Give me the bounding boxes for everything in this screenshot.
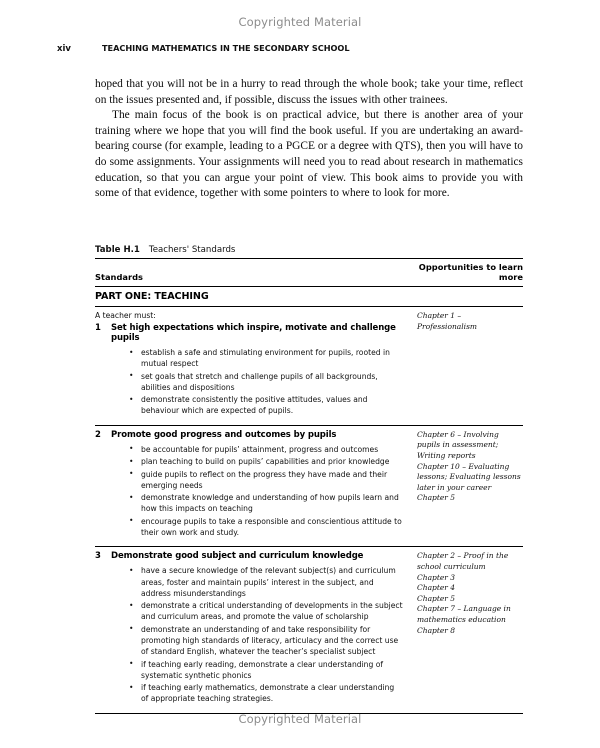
column-header-opportunities: Opportunities to learn more [418, 262, 523, 282]
standard-heading-3 [95, 551, 403, 561]
list-item: • encourage pupils to take a responsible and conscientious attitude to their own work and study. [129, 516, 403, 538]
standard-bullets-1 [95, 347, 403, 417]
list-item: • guide pupils to reflect on the progress they have made and their emerging needs [129, 469, 403, 491]
part-one-heading: PART ONE: TEACHING [95, 291, 209, 302]
chapter-reference: Chapter 10 – Evaluating lessons; Evaluating lessons later in your career [417, 461, 521, 492]
standard-bullets-2 [95, 444, 403, 538]
copyright-watermark-top: Copyrighted Material [238, 15, 362, 29]
list-item: • establish a safe and stimulating environment for pupils, rooted in mutual respect [129, 347, 403, 369]
body-paragraph-1: hoped that you will not be in a hurry to read through the whole book; take your time, reflect on the issues presented and, if possible, discuss the issues with other trainees. [95, 78, 523, 106]
list-item: • demonstrate knowledge and understanding of how pupils learn and how this impacts on teaching [129, 492, 403, 514]
table-part-heading-cell [95, 287, 523, 307]
running-head [57, 43, 527, 54]
standard-bullets-3 [95, 565, 403, 704]
chapter-reference: Chapter 6 – Involving pupils in assessment; Writing reports [417, 429, 499, 460]
chapter-reference: Chapter 4 [417, 583, 456, 593]
list-item: • have a secure knowledge of the relevant subject(s) and curriculum areas, foster and maintain pupils’ interest in the subject, and address misunderstandings [129, 565, 403, 599]
table-part-heading-row [95, 287, 523, 307]
table-row [95, 425, 523, 547]
table-header-cell-standards [95, 259, 415, 287]
standards-table-block [95, 245, 523, 714]
table-row [95, 307, 523, 426]
list-item: • demonstrate a critical understanding of developments in the subject and curriculum areas, and promote the value of scholarship [129, 600, 403, 622]
table-caption [95, 245, 523, 255]
column-header-standards: Standards [95, 272, 143, 282]
list-item: • be accountable for pupils’ attainment, progress and outcomes [129, 444, 403, 455]
standard-number-2: 2 [95, 429, 101, 440]
list-item: • demonstrate consistently the positive attitudes, values and behaviour which are expected of pupils. [129, 394, 403, 416]
list-item: • if teaching early mathematics, demonstrate a clear understanding of appropriate teaching strategies. [129, 682, 403, 704]
chapter-reference: Chapter 5 [417, 593, 456, 603]
body-paragraph-2: The main focus of the book is on practical advice, but there is another area of your training where we hope that you will find the book useful. If you are undertaking an award-bearing course (for example, leading to a PGCE or a degree with QTS), then you will have to do some assignments. Your assignments will need you to read about research in mathematics education, so that you can argue your point of view. This book aims to provide you with some of that evidence, together with some pointers to where to look for more. [95, 109, 523, 200]
standard-heading-2 [95, 430, 403, 440]
body-text [95, 77, 523, 202]
chapter-reference-list-3 [417, 551, 523, 636]
chapter-reference: Chapter 1 – Professionalism [417, 311, 478, 331]
standard-cell-2 [95, 425, 415, 547]
standard-title-2: Promote good progress and outcomes by pupils [111, 429, 337, 440]
chapter-reference: Chapter 7 – Language in mathematics education [417, 604, 511, 624]
chapter-reference: Chapter 5 [417, 493, 456, 503]
table-header-row [95, 259, 523, 287]
table-row [95, 547, 523, 713]
teachers-standards-table [95, 258, 523, 713]
chapter-reference: Chapter 2 – Proof in the school curriculum [417, 551, 509, 571]
table-caption-label: Table H.1 [95, 245, 140, 255]
standard-cell-3 [95, 547, 415, 713]
list-item: • set goals that stretch and challenge pupils of all backgrounds, abilities and dispositions [129, 371, 403, 393]
running-head-title: TEACHING MATHEMATICS IN THE SECONDARY SCHOOL [102, 43, 350, 53]
list-item: • if teaching early reading, demonstrate a clear understanding of systematic synthetic phonics [129, 659, 403, 681]
standard-number-1: 1 [95, 323, 101, 333]
page-folio: xiv [57, 44, 71, 54]
standard-title-1: Set high expectations which inspire, motivate and challenge pupils [111, 323, 396, 343]
list-item: • demonstrate an understanding of and take responsibility for promoting high standards of literacy, articulacy and the correct use of standard English, whatever the teacher’s specialist subject [129, 624, 403, 658]
chapter-reference: Chapter 8 [417, 625, 456, 635]
standard-cell-1 [95, 307, 415, 426]
opportunities-cell-2 [415, 425, 523, 547]
standard-title-3: Demonstrate good subject and curriculum knowledge [111, 551, 364, 562]
chapter-reference: Chapter 3 [417, 572, 456, 582]
table-caption-title: Teachers' Standards [148, 245, 236, 255]
list-item: • plan teaching to build on pupils’ capabilities and prior knowledge [129, 456, 403, 467]
standard-number-3: 3 [95, 551, 101, 562]
opportunities-cell-1 [415, 307, 523, 426]
copyright-watermark-bottom: Copyrighted Material [238, 712, 362, 726]
table-header-cell-opportunities [415, 259, 523, 287]
chapter-reference-list-2 [417, 430, 523, 504]
chapter-reference-list-1 [417, 311, 523, 332]
standard-heading-1 [95, 323, 403, 343]
lead-in-text: A teacher must: [95, 311, 156, 320]
opportunities-cell-3 [415, 547, 523, 713]
